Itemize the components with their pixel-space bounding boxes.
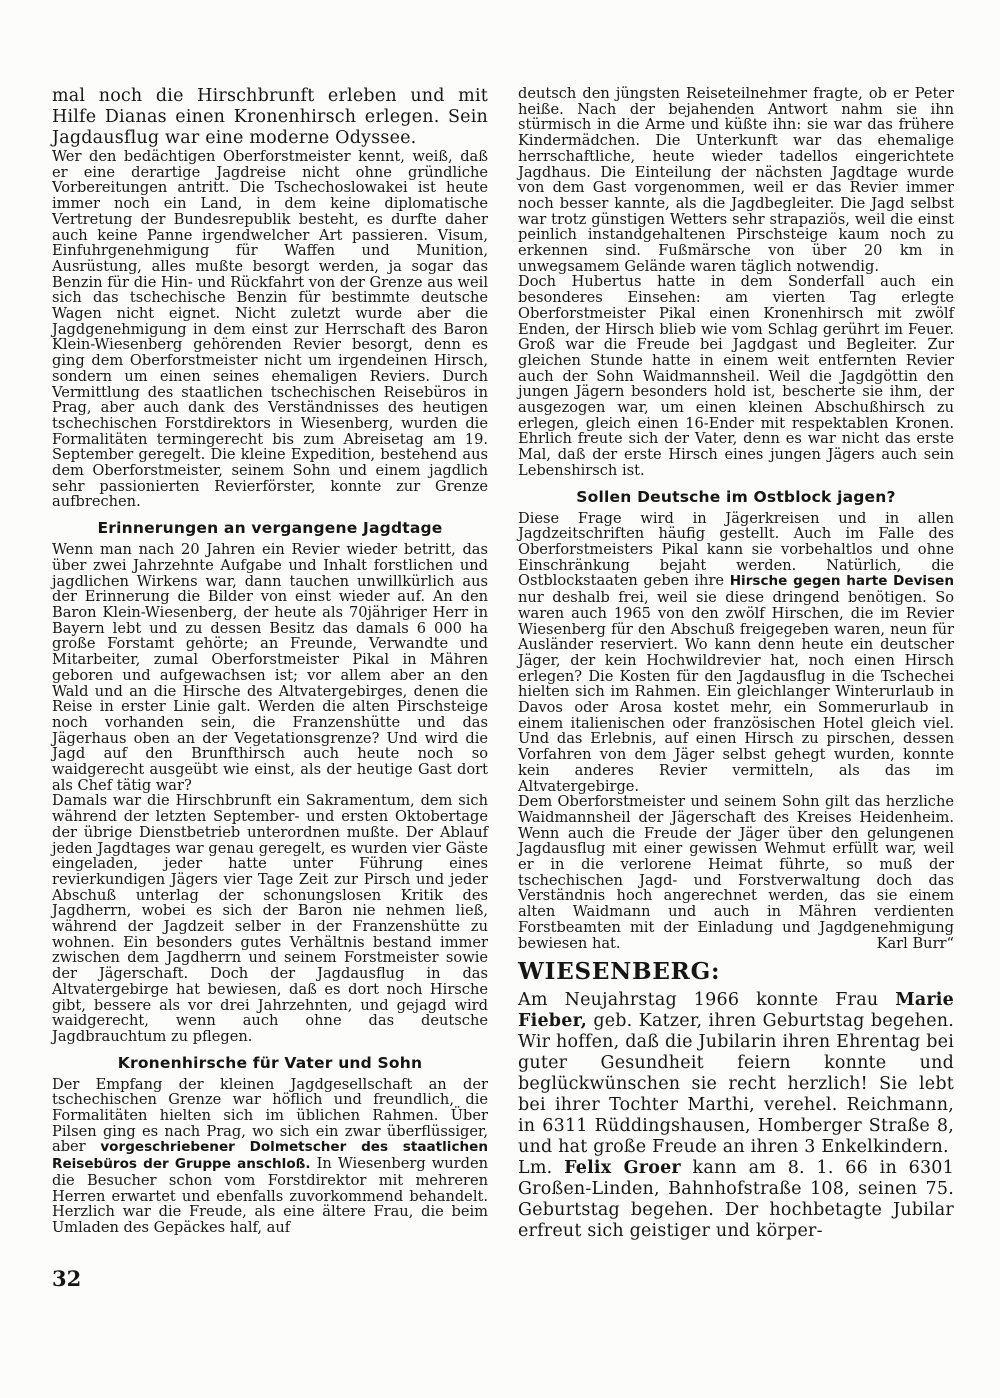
text-segment: Lm. <box>518 1158 565 1179</box>
right-column <box>518 86 954 1242</box>
ostblock-paragraph <box>518 511 954 795</box>
text-segment: Der Empfang der kleinen Jagdgesellschaft an der tschechischen Grenze war höflich und freundlich, die Formalitäten hielten sich im üblichen Rahmen. Über Pilsen ging es nach Prag, wo sich ein zwar überflüssiger, aber <box>52 1075 488 1156</box>
ostblock-heading: Sollen Deutsche im Ostblock jagen? <box>576 487 896 506</box>
continuation-paragraph-2: Doch Hubertus hatte in dem Sonderfall auch ein besonderes Einsehen: am vierten Tag erlegte Oberforstmeister Pikal einen Kronenhirsch mit zwölf Enden, der Hirsch blieb wie vom Schlag gerührt im Feuer. Groß war die Freude bei Jagdgast und Begleiter. Zur gleichen Stunde hatte in einem weit entfernten Revier auch der Sohn Waidmannsheil. Weil die Jagdgöttin den jungen Jägern besonders hold ist, bescherte sie ihm, der ausgezogen war, um einen kleinen Abschußhirsch zu erlegen, gleich einen 16-Ender mit respektablen Kronen. Ehrlich freute sich der Vater, denn es war nicht das erste Mal, daß der erste Hirsch eines jungen Jägers auch sein Lebenshirsch ist. <box>518 273 954 479</box>
text-segment: Am Neujahrstag 1966 konnte Frau <box>518 990 896 1011</box>
text-segment: Diese Frage wird in Jägerkreisen und in allen Jagdzeitschriften häufig gestellt. Auch im Falle des Oberforstmeisters Pikal kann sie vorbehaltlos und ohne Einschränkung bejaht werden. Natürlich, die Ostblockstaaten geben ihre <box>518 509 954 590</box>
left-column <box>52 86 488 1236</box>
wiesenberg-heading: WIESENBERG: <box>518 958 721 986</box>
intro-paragraph: mal noch die Hirschbrunft erleben und mit Hilfe Dianas einen Kronenhirsch erlegen. Sein Jagdausflug war eine moderne Odyssee. <box>52 86 488 148</box>
wiesenberg-paragraph-1 <box>518 990 954 1158</box>
closing-paragraph <box>518 794 954 951</box>
kronenhirsche-paragraph <box>52 1077 488 1236</box>
text-segment: geb. Katzer, ihren Geburtstag begehen. Wir hoffen, daß die Jubilarin ihren Ehrentag bei guter Gesundheit feiern konnte und beglückwünschen sie recht herzlich! Sie lebt bei ihrer Tochter Marthi, verehel. Reichmann, in 6311 Rüddingshausen, Homberger Straße 8, und hat große Freude an ihren 3 Enkelkindern. <box>518 1011 954 1158</box>
memories-paragraph-2: Damals war die Hirschbrunft ein Sakramentum, dem sich während der letzten September- und ersten Oktobertage der übrige Dienstbetrieb unterordnen mußte. Der Ablauf jeden Jagdtages war genau geregelt, es wurden vier Gäste eingeladen, jeder hatte unter Führung eines revierkundigen Jägers vier Tage Zeit zur Pirsch und jeder Abschuß unterlag der schonungslosen Kritik des Jagdherrn, wobei es sich der Baron nie nehmen ließ, während der Jagdzeit selber in der Franzenshütte zu wohnen. Ein besonders gutes Verhältnis bestand immer zwischen dem Jagdherrn und seinem Forstmeister sowie der Jägerschaft. Doch der Jagdausflug in das Altvatergebirge hat bewiesen, daß es dort noch Hirsche gibt, bessere als vor drei Jahrzehnten, und gejagd wird waidgerecht, wenn auch ohne das deutsche Jagdbrauchtum zu pflegen. <box>52 792 488 1045</box>
text-segment: nur deshalb frei, weil sie diese dringend benötigen. So waren auch 1965 von den zwölf Hirschen, die im Revier Wiesenberg für den Abschuß freigegeben waren, neun für Ausländer reserviert. Wo kann denn heute ein deutscher Jäger, der kein Hochwildrevier hat, noch einen Hirsch erlegen? Die Kosten für den Jagdausflug in die Tschechei hielten sich im Rahmen. Ein gleichlanger Winterurlaub in Davos oder Arosa kostet mehr, ein Sommerurlaub in einem italienischen oder französischen Hotel gleich viel. Und das Erlebnis, auf einen Hirsch zu pirschen, dessen Vorfahren von dem Jäger selbst gehegt wurden, konnte kein anderes Revier vermitteln, als das im Altvatergebirge. <box>518 589 954 795</box>
memories-paragraph-1: Wenn man nach 20 Jahren ein Revier wieder betritt, das über zwei Jahrzehnte Aufgabe und Inhalt forstlichen und jagdlichen Wirkens war, dann tauchen unwillkürlich aus der Erinnerung die Bilder von einst wieder auf. An den Baron Klein-Wiesenberg, der heute als 70jähriger Herr in Bayern lebt und zu dessen Besitz das damals 6 000 ha große Forstamt gehörte; an Freunde, Verwandte und Mitarbeiter, zumal Oberforstmeister Pikal in Mähren geboren und aufgewachsen ist; vor allem aber an den Wald und an die Hirsche des Altvatergebirges, denen die Reise in erster Linie galt. Werden die alten Pirschsteige noch vorhanden sein, die Franzenshütte und das Jägerhaus oben an der Vegetationsgrenze? Und wird die Jagd auf den Brunfthirsch auch heute noch so waidgerecht ausgeübt wie einst, als der heutige Gast dort als Chef tätig war? <box>52 541 488 794</box>
text-segment: In Wiesenberg wurden die Besucher schon vom Forstdirektor mit mehreren Herren erwartet und ebenfalls zuvorkommend behandelt. Herzlich war die Freude, als eine ältere Frau, die beim Umladen des Gepäckes half, auf <box>52 1155 488 1236</box>
wiesenberg-paragraph-2 <box>518 1158 954 1242</box>
memories-heading: Erinnerungen an vergangene Jagdtage <box>97 519 443 538</box>
kronenhirsche-heading: Kronenhirsche für Vater und Sohn <box>117 1053 423 1072</box>
bold-text-segment: Marie Fieber, <box>518 990 954 1032</box>
text-segment: kann am 8. 1. 66 in 6301 Großen-Linden, Bahnhofstraße 108, seinen 75. Geburtstag begehen. Der hochbetagte Jubilar erfreut sich geistiger und körper- <box>518 1158 954 1242</box>
continuation-paragraph-1: deutsch den jüngsten Reiseteilnehmer fragte, ob er Peter heiße. Nach der bejahenden Antwort nahm sie ihn stürmisch in die Arme und küßte ihn: sie war das frühere Kindermädchen. Die Unterkunft war das ehemalige herrschaftliche, heute wieder tadellos eingerichtete Jagdhaus. Die Einteilung der nächsten Jagdtage wurde von dem Gast vorgenommen, weil er das Revier immer noch besser kannte, als die Jagdbegleiter. Die Jagd selbst war trotz günstigen Wetters sehr strapaziös, weil die einst peinlich instandgehaltenen Pirschsteige kaum noch zu erkennen sind. Fußmärsche von über 20 km in unwegsamem Gelände waren täglich notwendig. <box>518 85 954 275</box>
page-number: 32 <box>52 1266 82 1291</box>
bold-text-segment: Felix Groer <box>564 1158 681 1179</box>
author-signature: Karl Burr“ <box>876 934 954 952</box>
closing-text: Dem Oberforstmeister und seinem Sohn gilt das herzliche Waidmannsheil der Jägerschaft des Kreises Heidenheim. Wenn auch die Freude der Jäger über den gelungenen Jagdausflug mit einer gewissen Wehmut erfüllt war, weil er in die verlorene Heimat führte, so muß der tschechischen Jagd- und Forstverwaltung doch das Verständnis hoch angerechnet werden, das sie einem alten Waidmann und auch in Mähren verdienten Forstbeamten mit der Einladung und Jagdgenehmigung bewiesen hat. <box>518 793 954 952</box>
preparation-paragraph: Wer den bedächtigen Oberforstmeister kennt, weiß, daß er eine derartige Jagdreise nicht ohne gründliche Vorbereitungen antritt. Die Tschechoslowakei ist heute immer noch ein Land, in dem keine diplomatische Vertretung der Bundesrepublik besteht, es durfte daher auch keine Panne irgendwelcher Art passieren. Visum, Einfuhrgenehmigung für Waffen und Munition, Ausrüstung, alles mußte besorgt werden, ja sogar das Benzin für die Hin- und Rückfahrt von der Grenze aus weil sich das tschechische Benzin für bestimmte deutsche Wagen nicht eignet. Nicht zuletzt wurde aber die Jagdgenehmigung in dem einst zur Herrschaft des Baron Klein-Wiesenberg gehörenden Revier besorgt, denn es ging dem Oberforstmeister nicht um irgendeinen Hirsch, sondern um einen seines ehemaligen Reviers. Durch Vermittlung des staatlichen tschechischen Reisebüros in Prag, aber auch dank des Verständnisses des heutigen tschechischen Forstdirektors in Wiesenberg, wurden die Formalitäten termingerecht bis zum Abreisetag am 19. September geregelt. Die kleine Expedition, bestehend aus dem Oberforstmeister, seinem Sohn und einem jagdlich sehr passionierten Revierförster, konnte zur Grenze aufbrechen. <box>52 148 488 511</box>
bold-text-segment: vorgeschriebener Dolmetscher des staatlichen Reisebüros der Gruppe anschloß. <box>52 1139 488 1173</box>
bold-text-segment: Hirsche gegen harte Devisen <box>729 573 954 590</box>
